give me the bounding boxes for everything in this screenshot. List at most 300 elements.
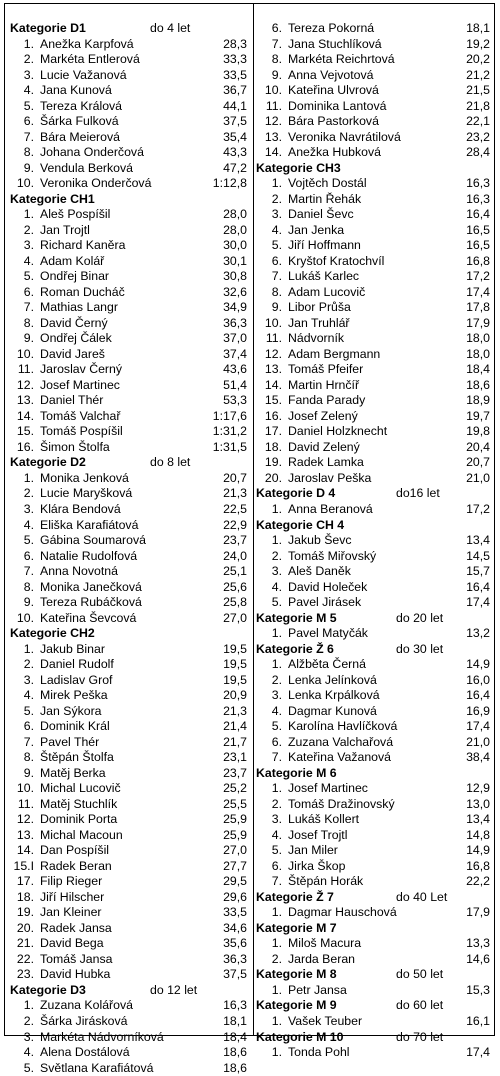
rank: 4. xyxy=(271,827,282,842)
competitor-name: Roman Ducháč xyxy=(40,284,125,299)
competitor-name: Lenka Jelínková xyxy=(288,672,377,687)
competitor-name: Adam Bergmann xyxy=(288,346,381,361)
result-row xyxy=(256,735,490,751)
result-row xyxy=(10,409,247,425)
rank: 10. xyxy=(16,781,34,796)
category-title: Kategorie CH2 xyxy=(10,626,95,641)
competitor-name: Jarda Beran xyxy=(288,951,355,966)
category-title: Kategorie D 4 xyxy=(256,486,336,501)
competitor-name: Tonda Pohl xyxy=(288,1045,350,1060)
result-row xyxy=(256,393,490,409)
result-time: 37,4 xyxy=(223,346,247,361)
category-title: Kategorie M 7 xyxy=(256,920,337,935)
age-limit: do 4 let xyxy=(150,21,191,35)
result-time: 16,3 xyxy=(466,191,490,206)
result-row xyxy=(10,316,247,332)
result-row xyxy=(256,580,490,596)
category-header xyxy=(256,998,490,1014)
competitor-name: Tomáš Pospíšil xyxy=(40,424,123,439)
rank: 10. xyxy=(16,176,34,191)
result-time: 17,4 xyxy=(466,284,490,299)
result-time: 18,4 xyxy=(223,1029,247,1044)
competitor-name: Adam Kolář xyxy=(40,253,105,268)
result-time: 27,7 xyxy=(223,858,247,873)
result-row xyxy=(10,254,247,270)
result-row xyxy=(10,471,247,487)
result-row xyxy=(256,719,490,735)
result-row xyxy=(10,673,247,689)
result-row xyxy=(10,37,247,53)
competitor-name: Alžběta Černá xyxy=(288,657,366,672)
competitor-name: Anna Vejvotová xyxy=(288,67,374,82)
age-limit: do 50 let xyxy=(396,967,444,982)
result-row xyxy=(10,285,247,301)
result-row xyxy=(256,502,490,518)
competitor-name: Světlana Karafiátová xyxy=(40,1060,154,1075)
competitor-name: Karolína Havlíčková xyxy=(288,719,398,734)
result-row xyxy=(10,533,247,549)
competitor-name: Daniel Thér xyxy=(40,393,104,408)
rank: 11. xyxy=(17,362,34,377)
result-row xyxy=(256,130,490,146)
rank: 2. xyxy=(23,1014,34,1028)
result-time: 21,0 xyxy=(466,470,490,485)
category-header xyxy=(256,766,490,782)
result-row xyxy=(256,828,490,844)
result-time: 51,4 xyxy=(223,377,247,392)
category-header xyxy=(10,192,247,208)
result-row xyxy=(256,285,490,301)
result-time: 36,3 xyxy=(223,315,247,330)
result-row xyxy=(10,269,247,285)
rank: 11. xyxy=(17,796,34,811)
rank: 1. xyxy=(271,657,282,672)
result-time: 25,1 xyxy=(223,564,247,579)
competitor-name: Tomáš Dražinovský xyxy=(288,796,395,811)
result-row xyxy=(256,440,490,456)
rank: 3. xyxy=(271,207,282,222)
result-time: 17,4 xyxy=(466,595,490,610)
result-row xyxy=(256,673,490,689)
competitor-name: Jan Miler xyxy=(288,843,338,858)
competitor-name: Radek Jansa xyxy=(40,920,112,935)
result-time: 22,5 xyxy=(223,501,247,516)
category-title: Kategorie CH1 xyxy=(10,191,95,206)
rank: 5. xyxy=(23,269,34,284)
competitor-name: David Bega xyxy=(40,936,104,951)
result-row xyxy=(256,37,490,53)
result-row xyxy=(256,688,490,704)
result-row xyxy=(256,471,490,487)
competitor-name: Daniel Rudolf xyxy=(40,657,114,672)
competitor-name: Anna Beranová xyxy=(288,501,373,516)
result-time: 13,0 xyxy=(466,796,490,811)
category-header xyxy=(256,486,490,502)
rank: 1. xyxy=(23,207,34,222)
result-time: 27,0 xyxy=(223,610,247,625)
competitor-name: Josef Trojtl xyxy=(288,827,348,842)
competitor-name: Matěj Berka xyxy=(40,765,106,780)
result-row xyxy=(256,331,490,347)
result-time: 38,4 xyxy=(466,750,490,765)
result-time: 13,4 xyxy=(466,533,490,548)
rank: 7. xyxy=(23,734,34,749)
rank: 6. xyxy=(271,253,282,268)
competitor-name: Tomáš Pfeifer xyxy=(288,362,364,377)
rank: 12. xyxy=(264,114,282,129)
result-row xyxy=(10,347,247,363)
competitor-name: Alena Dostálová xyxy=(40,1045,130,1060)
rank: 14. xyxy=(264,377,282,392)
result-row xyxy=(256,874,490,890)
age-limit: do 8 let xyxy=(150,455,191,470)
result-row xyxy=(256,781,490,797)
result-row xyxy=(256,704,490,720)
result-row xyxy=(10,657,247,673)
rank: 8. xyxy=(271,52,282,67)
category-title: Kategorie Ž 7 xyxy=(256,889,334,904)
result-row xyxy=(256,455,490,471)
result-time: 35,6 xyxy=(223,936,247,951)
result-time: 33,5 xyxy=(223,905,247,920)
competitor-name: David Zelený xyxy=(288,439,360,454)
rank: 14. xyxy=(16,408,34,423)
result-time: 21,8 xyxy=(466,98,490,113)
result-time: 21,3 xyxy=(223,486,247,501)
rank: 10. xyxy=(16,610,34,625)
age-limit: do 40 Let xyxy=(396,889,448,904)
category-header xyxy=(256,967,490,983)
result-row xyxy=(256,1014,490,1030)
result-time: 18,0 xyxy=(466,331,490,346)
result-row xyxy=(256,952,490,968)
competitor-name: Dagmar Kunová xyxy=(288,703,377,718)
competitor-name: Šárka Fulková xyxy=(40,114,119,129)
result-time: 15,7 xyxy=(466,564,490,579)
result-row xyxy=(10,52,247,68)
age-limit: do16 let xyxy=(396,486,440,501)
competitor-name: Markéta Reichrtová xyxy=(288,52,395,67)
competitor-name: David Holeček xyxy=(288,579,368,594)
result-row xyxy=(10,936,247,952)
competitor-name: Zuzana Kolářová xyxy=(40,998,133,1013)
rank: 5. xyxy=(271,719,282,734)
competitor-name: Monika Janečková xyxy=(40,579,142,594)
rank: 16. xyxy=(264,408,282,423)
rank: 18. xyxy=(16,889,34,904)
result-time: 25,8 xyxy=(223,595,247,610)
result-time: 21,5 xyxy=(466,83,490,98)
result-row xyxy=(10,967,247,983)
result-time: 13,3 xyxy=(466,936,490,951)
rank: 21. xyxy=(16,936,34,951)
result-row xyxy=(10,812,247,828)
result-time: 29,6 xyxy=(223,889,247,904)
result-row xyxy=(256,750,490,766)
competitor-name: Dominika Lantová xyxy=(288,98,387,113)
rank: 7. xyxy=(271,874,282,889)
rank: 2. xyxy=(271,672,282,687)
competitor-name: Matěj Stuchlík xyxy=(40,796,118,811)
rank: 3. xyxy=(23,238,34,253)
result-time: 16,8 xyxy=(466,253,490,268)
result-row xyxy=(10,905,247,921)
result-row xyxy=(10,797,247,813)
rank: 12. xyxy=(16,377,34,392)
category-title: Kategorie CH3 xyxy=(256,160,341,175)
competitor-name: Josef Martinec xyxy=(40,377,120,392)
competitor-name: Jaroslav Peška xyxy=(288,470,372,485)
rank: 6. xyxy=(23,284,34,299)
result-time: 37,5 xyxy=(223,114,247,129)
rank: 23. xyxy=(16,967,34,982)
result-row xyxy=(10,83,247,99)
rank: 2. xyxy=(271,796,282,811)
rank: 14. xyxy=(16,843,34,858)
result-row xyxy=(256,378,490,394)
category-title: Kategorie M 5 xyxy=(256,610,337,625)
result-time: 25,9 xyxy=(223,812,247,827)
competitor-name: Tereza Rubáčková xyxy=(40,595,142,610)
result-row xyxy=(10,1061,247,1076)
result-row xyxy=(10,890,247,906)
result-time: 47,2 xyxy=(223,160,247,175)
result-row xyxy=(256,192,490,208)
result-time: 16,3 xyxy=(223,998,247,1013)
result-row xyxy=(256,347,490,363)
rank: 10. xyxy=(264,83,282,98)
result-time: 21,4 xyxy=(223,719,247,734)
competitor-name: Vojtěch Dostál xyxy=(288,176,367,191)
competitor-name: Michal Macoun xyxy=(40,827,123,842)
rank: 6. xyxy=(23,548,34,563)
competitor-name: Martin Řehák xyxy=(288,191,362,206)
result-time: 18,1 xyxy=(466,21,490,35)
result-time: 14,9 xyxy=(466,843,490,858)
result-time: 19,7 xyxy=(466,408,490,423)
result-time: 12,9 xyxy=(466,781,490,796)
competitor-name: Radek Beran xyxy=(40,858,112,873)
result-time: 44,1 xyxy=(223,98,247,113)
result-row xyxy=(256,238,490,254)
age-limit: do 20 let xyxy=(396,610,444,625)
competitor-name: Tomáš Valchař xyxy=(40,408,121,423)
result-row xyxy=(10,766,247,782)
competitor-name: Lukáš Karlec xyxy=(288,269,360,284)
rank: 2. xyxy=(23,52,34,67)
competitor-name: Aleš Daněk xyxy=(288,564,351,579)
result-time: 1:12,8 xyxy=(212,176,247,191)
result-row xyxy=(10,595,247,611)
result-time: 1:31,2 xyxy=(212,424,247,439)
competitor-name: Pavel Jirásek xyxy=(288,595,362,610)
rank: 11. xyxy=(265,98,282,113)
result-row xyxy=(256,533,490,549)
competitor-name: Pavel Thér xyxy=(40,734,100,749)
result-time: 22,1 xyxy=(466,114,490,129)
result-time: 25,5 xyxy=(223,796,247,811)
result-row xyxy=(256,549,490,565)
result-time: 17,4 xyxy=(466,1045,490,1060)
result-time: 19,5 xyxy=(223,657,247,672)
rank: 17. xyxy=(264,424,282,439)
category-header xyxy=(10,21,247,37)
result-time: 24,0 xyxy=(223,548,247,563)
result-row xyxy=(256,843,490,859)
competitor-name: Fanda Parady xyxy=(288,393,366,408)
category-header xyxy=(256,642,490,658)
result-row xyxy=(10,688,247,704)
result-row xyxy=(256,176,490,192)
competitor-name: Dan Pospíšil xyxy=(40,843,110,858)
competitor-name: David Jareš xyxy=(40,346,105,361)
result-row xyxy=(10,223,247,239)
rank: 9. xyxy=(23,160,34,175)
rank: 8. xyxy=(23,750,34,765)
competitor-name: Jirka Škop xyxy=(288,858,346,873)
rank: 13. xyxy=(264,129,282,144)
result-row xyxy=(10,176,247,192)
competitor-name: Štěpán Štolfa xyxy=(40,750,114,765)
result-time: 16,5 xyxy=(466,238,490,253)
rank: 3. xyxy=(23,501,34,516)
result-time: 16,3 xyxy=(466,176,490,191)
result-row xyxy=(256,83,490,99)
rank: 6. xyxy=(271,858,282,873)
age-limit: do 70 let xyxy=(396,1029,444,1044)
competitor-name: Lukáš Kollert xyxy=(288,812,360,827)
rank: 7. xyxy=(23,564,34,579)
result-time: 18,0 xyxy=(466,346,490,361)
rank: 6. xyxy=(271,734,282,749)
competitor-name: Daniel Holzknecht xyxy=(288,424,388,439)
result-time: 16,4 xyxy=(466,207,490,222)
competitor-name: Jakub Ševc xyxy=(288,533,352,548)
rank: 1. xyxy=(271,176,282,191)
result-row xyxy=(256,223,490,239)
result-time: 15,3 xyxy=(466,982,490,997)
result-row xyxy=(10,843,247,859)
result-time: 30,8 xyxy=(223,269,247,284)
competitor-name: Jan Sýkora xyxy=(40,703,102,718)
result-time: 20,4 xyxy=(466,439,490,454)
competitor-name: Anna Novotná xyxy=(40,564,118,579)
category-title: Kategorie D3 xyxy=(10,982,86,997)
competitor-name: Anežka Hubková xyxy=(288,145,381,160)
result-row xyxy=(256,145,490,161)
competitor-name: Bára Meierová xyxy=(40,129,120,144)
competitor-name: Lucie Maryšková xyxy=(40,486,133,501)
category-header xyxy=(256,518,490,534)
rank: 4. xyxy=(271,579,282,594)
rank: 19. xyxy=(16,905,34,920)
competitor-name: Adam Lucovič xyxy=(288,284,366,299)
rank: 7. xyxy=(271,36,282,51)
rank: 20. xyxy=(16,920,34,935)
result-time: 1:17,6 xyxy=(212,408,247,423)
category-header xyxy=(256,921,490,937)
rank: 1. xyxy=(271,1014,282,1028)
competitor-name: Mirek Peška xyxy=(40,688,108,703)
rank: 9. xyxy=(271,300,282,315)
rank: 9. xyxy=(23,765,34,780)
result-row xyxy=(10,145,247,161)
result-time: 13,2 xyxy=(466,626,490,641)
rank: 12. xyxy=(264,346,282,361)
competitor-name: Libor Průša xyxy=(288,300,351,315)
result-time: 14,8 xyxy=(466,827,490,842)
competitor-name: Natalie Rudolfová xyxy=(40,548,138,563)
rank: 9. xyxy=(23,595,34,610)
result-time: 25,2 xyxy=(223,781,247,796)
rank: 10. xyxy=(16,346,34,361)
rank: 8. xyxy=(23,145,34,160)
result-row xyxy=(256,812,490,828)
result-row xyxy=(256,936,490,952)
result-row xyxy=(256,626,490,642)
competitor-name: Johana Onderčová xyxy=(40,145,144,160)
result-time: 16,8 xyxy=(466,858,490,873)
result-row xyxy=(256,99,490,115)
rank: 9. xyxy=(23,331,34,346)
rank: 2. xyxy=(23,222,34,237)
result-time: 19,8 xyxy=(466,424,490,439)
rank: 4. xyxy=(271,222,282,237)
result-row xyxy=(10,440,247,456)
rank: 20. xyxy=(264,470,282,485)
result-time: 17,9 xyxy=(466,315,490,330)
rank: 16. xyxy=(16,439,34,454)
result-row xyxy=(256,114,490,130)
rank: 19. xyxy=(264,455,282,470)
result-row xyxy=(256,595,490,611)
result-row xyxy=(10,331,247,347)
result-time: 17,2 xyxy=(466,501,490,516)
result-time: 23,1 xyxy=(223,750,247,765)
results-column-right xyxy=(256,21,490,1061)
competitor-name: Tomáš Miřovský xyxy=(288,548,377,563)
result-time: 17,4 xyxy=(466,719,490,734)
rank: 22. xyxy=(16,951,34,966)
result-time: 16,0 xyxy=(466,672,490,687)
result-row xyxy=(256,1045,490,1061)
rank: 8. xyxy=(23,315,34,330)
result-time: 43,3 xyxy=(223,145,247,160)
age-limit: do 30 let xyxy=(396,641,444,656)
competitor-name: Tereza Králová xyxy=(40,98,123,113)
result-row xyxy=(256,859,490,875)
competitor-name: Markéta Nádvorníková xyxy=(40,1029,164,1044)
result-row xyxy=(10,362,247,378)
result-row xyxy=(10,921,247,937)
result-row xyxy=(10,998,247,1014)
result-time: 30,0 xyxy=(223,238,247,253)
result-time: 14,6 xyxy=(466,951,490,966)
result-time: 18,1 xyxy=(223,1014,247,1028)
result-row xyxy=(10,130,247,146)
category-header xyxy=(256,890,490,906)
result-time: 37,0 xyxy=(223,331,247,346)
competitor-name: Mathias Langr xyxy=(40,300,118,315)
rank: 4. xyxy=(23,517,34,532)
column-divider xyxy=(253,4,254,1035)
competitor-name: Daniel Ševc xyxy=(288,207,354,222)
result-time: 21,0 xyxy=(466,734,490,749)
competitor-name: Vendula Berková xyxy=(40,160,133,175)
rank: 4. xyxy=(23,253,34,268)
result-row xyxy=(256,68,490,84)
rank: 1. xyxy=(23,36,34,51)
